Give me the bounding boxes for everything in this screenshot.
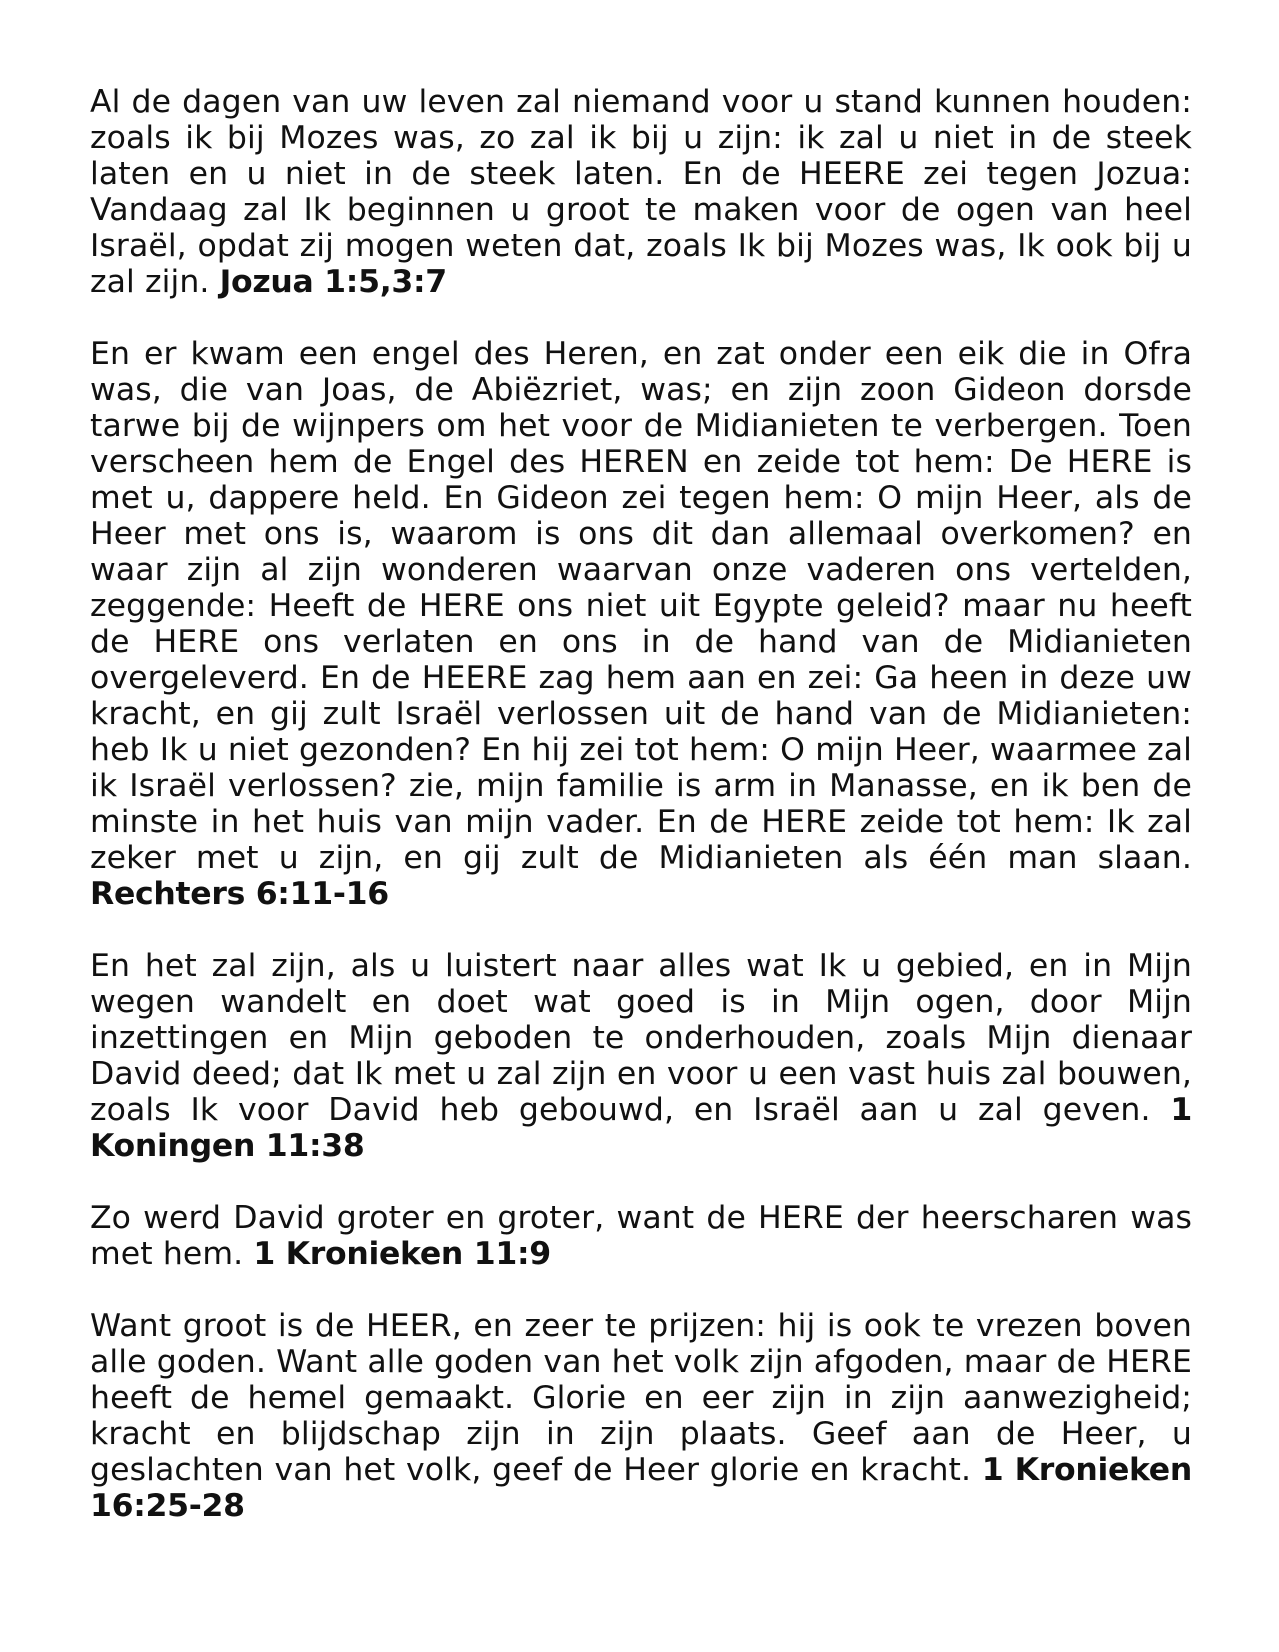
scripture-reference: 1 Koningen 11:38 [90, 1092, 1192, 1164]
document-page [90, 84, 1192, 1560]
passage-rechters [90, 336, 1192, 912]
scripture-reference: Rechters 6:11-16 [90, 876, 389, 912]
passage-1-kronieken-16 [90, 1308, 1192, 1524]
passage-text: Zo werd David groter en groter, want de HERE der heerscharen was met hem. [90, 1200, 1192, 1272]
passage-jozua [90, 84, 1192, 300]
passage-text: Al de dagen van uw leven zal niemand voor u stand kunnen houden: zoals ik bij Mozes was, zo zal ik bij u zijn: ik zal u niet in de steek laten en u niet in de steek laten. En de HEERE zei tegen Jozua: Vandaag zal Ik beginnen u groot te maken voor de ogen van heel Israël, opdat zij mogen weten dat, zoals Ik bij Mozes was, Ik ook bij u zal zijn. [90, 84, 1192, 300]
scripture-reference: 1 Kronieken 16:25-28 [90, 1452, 1192, 1524]
passage-1-koningen [90, 948, 1192, 1164]
scripture-reference: 1 Kronieken 11:9 [253, 1236, 551, 1272]
passage-text: En het zal zijn, als u luistert naar alles wat Ik u gebied, en in Mijn wegen wandelt en doet wat goed is in Mijn ogen, door Mijn inzettingen en Mijn geboden te onderhouden, zoals Mijn dienaar David deed; dat Ik met u zal zijn en voor u een vast huis zal bouwen, zoals Ik voor David heb gebouwd, en Israël aan u zal geven. [90, 948, 1192, 1128]
scripture-reference: Jozua 1:5,3:7 [219, 264, 447, 300]
passage-text: En er kwam een engel des Heren, en zat onder een eik die in Ofra was, die van Joas, de Abiëzriet, was; en zijn zoon Gideon dorsde tarwe bij de wijnpers om het voor de Midianieten te verbergen. Toen verscheen hem de Engel des HEREN en zeide tot hem: De HERE is met u, dappere held. En Gideon zei tegen hem: O mijn Heer, als de Heer met ons is, waarom is ons dit dan allemaal overkomen? en waar zijn al zijn wonderen waarvan onze vaderen ons vertelden, zeggende: Heeft de HERE ons niet uit Egypte geleid? maar nu heeft de HERE ons verlaten en ons in de hand van de Midianieten overgeleverd. En de HEERE zag hem aan en zei: Ga heen in deze uw kracht, en gij zult Israël verlossen uit de hand van de Midianieten: heb Ik u niet gezonden? En hij zei tot hem: O mijn Heer, waarmee zal ik Israël verlossen? zie, mijn familie is arm in Manasse, en ik ben de minste in het huis van mijn vader. En de HERE zeide tot hem: Ik zal zeker met u zijn, en gij zult de Midianieten als één man slaan. [90, 336, 1192, 876]
passage-text: Want groot is de HEER, en zeer te prijzen: hij is ook te vrezen boven alle goden. Want alle goden van het volk zijn afgoden, maar de HERE heeft de hemel gemaakt. Glorie en eer zijn in zijn aanwezigheid; kracht en blijdschap zijn in zijn plaats. Geef aan de Heer, u geslachten van het volk, geef de Heer glorie en kracht. [90, 1308, 1192, 1488]
passage-1-kronieken-11 [90, 1200, 1192, 1272]
